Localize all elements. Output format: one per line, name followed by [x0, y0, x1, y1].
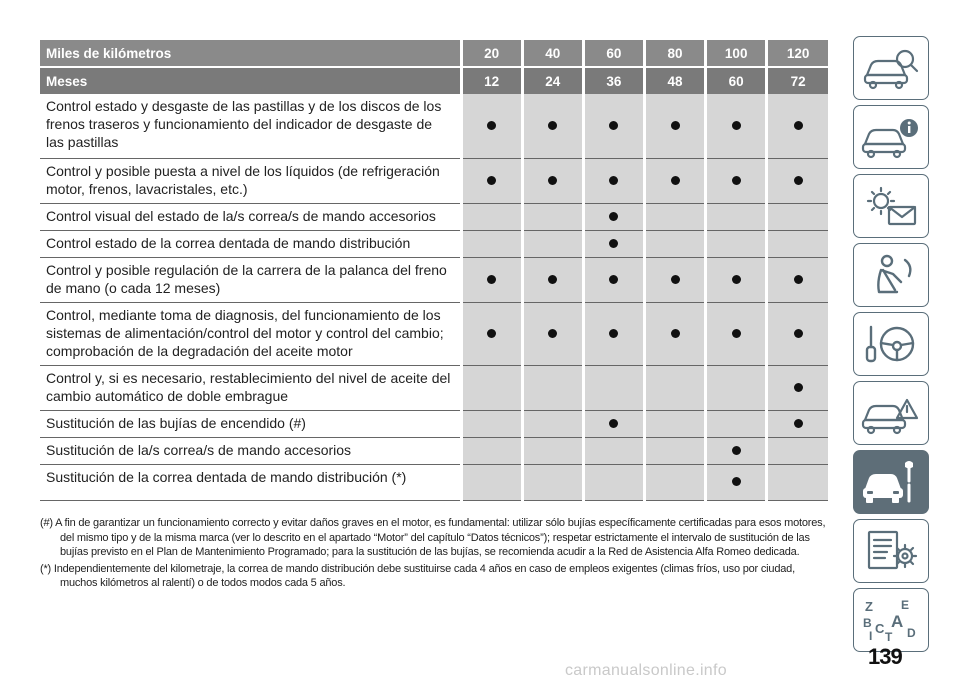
interval-cell-empty [706, 410, 767, 437]
scheduled-dot-icon [732, 121, 741, 130]
nav-tab-alphabetical-index[interactable] [853, 588, 929, 652]
table-row [40, 94, 828, 158]
interval-cell-scheduled [522, 302, 583, 365]
interval-cell-scheduled [522, 257, 583, 302]
scheduled-dot-icon [548, 275, 557, 284]
interval-cell-scheduled [583, 94, 644, 158]
scheduled-dot-icon [671, 329, 680, 338]
interval-cell-empty [767, 464, 828, 500]
interval-cell-empty [583, 365, 644, 410]
table-row [40, 230, 828, 257]
interval-cell-empty [583, 437, 644, 464]
header-km-label: Miles de kilómetros [40, 40, 461, 67]
interval-cell-scheduled [583, 158, 644, 203]
interval-cell-empty [644, 464, 705, 500]
header-km-value: 40 [522, 40, 583, 67]
table-row [40, 257, 828, 302]
table-row [40, 365, 828, 410]
interval-cell-empty [644, 230, 705, 257]
interval-cell-scheduled [583, 302, 644, 365]
table-body [40, 94, 828, 500]
interval-cell-scheduled [767, 410, 828, 437]
header-km-value: 120 [767, 40, 828, 67]
maintenance-task-text: Control y, si es necesario, restablecimiento del nivel de aceite del cambio automático de doble embrague [40, 365, 461, 410]
interval-cell-scheduled [461, 94, 522, 158]
maintenance-schedule-table [40, 40, 828, 501]
table-row [40, 302, 828, 365]
scheduled-dot-icon [794, 121, 803, 130]
car-search-icon [861, 45, 921, 91]
interval-cell-scheduled [522, 94, 583, 158]
scheduled-dot-icon [671, 176, 680, 185]
car-service-wrench-icon [861, 459, 921, 505]
alphabet-index-icon [861, 597, 921, 643]
nav-tab-car-info[interactable] [853, 105, 929, 169]
header-months-label: Meses [40, 67, 461, 94]
interval-cell-empty [522, 464, 583, 500]
interval-cell-empty [644, 365, 705, 410]
warning-lights-icon [861, 183, 921, 229]
scheduled-dot-icon [794, 419, 803, 428]
interval-cell-empty [644, 203, 705, 230]
interval-cell-empty [461, 230, 522, 257]
index-letter: D [907, 626, 916, 640]
interval-cell-scheduled [767, 302, 828, 365]
nav-tab-maintenance[interactable] [853, 450, 929, 514]
nav-tab-emergency[interactable] [853, 381, 929, 445]
interval-cell-empty [583, 464, 644, 500]
table-row [40, 410, 828, 437]
maintenance-task-text: Control visual del estado de la/s correa/s de mando accesorios [40, 203, 461, 230]
interval-cell-scheduled [461, 257, 522, 302]
interval-cell-scheduled [583, 410, 644, 437]
scheduled-dot-icon [487, 176, 496, 185]
technical-data-gear-icon [861, 528, 921, 574]
header-months-value: 72 [767, 67, 828, 94]
index-letter: C [875, 621, 885, 636]
interval-cell-empty [461, 437, 522, 464]
interval-cell-empty [522, 230, 583, 257]
table-row [40, 464, 828, 500]
table-row [40, 437, 828, 464]
interval-cell-scheduled [461, 158, 522, 203]
car-info-icon [861, 114, 921, 160]
footnote-spark-plugs: (#) A fin de garantizar un funcionamiento correcto y evitar daños graves en el motor, es fundamental: utilizar sólo bujías específicamente certificadas para esos motores, del mismo tipo y de la misma marca (ver lo descrito en el apartado “Motor” del capítulo “Datos técnicos”); respetar estrictamente el intervalo de sustitución de las bujías previsto en el Plan de Mantenimiento Programado; para la sustitución de las bujías, se recomienda acudir a la Red de Asistencia Alfa Romeo dedicada. [40, 517, 826, 558]
scheduled-dot-icon [487, 121, 496, 130]
header-km-value: 100 [706, 40, 767, 67]
scheduled-dot-icon [609, 275, 618, 284]
interval-cell-empty [461, 365, 522, 410]
interval-cell-scheduled [644, 257, 705, 302]
interval-cell-scheduled [644, 302, 705, 365]
interval-cell-empty [706, 365, 767, 410]
maintenance-task-text: Sustitución de la/s correa/s de mando accesorios [40, 437, 461, 464]
seatbelt-person-icon [861, 252, 921, 298]
nav-tab-starting-driving[interactable] [853, 312, 929, 376]
footnote-timing-belt: (*) Independientemente del kilometraje, la correa de mando distribución debe sustituirse cada 4 años en caso de empleos exigentes (climas fríos, uso por ciudad, muchos kilómetros al ralentí) o de todos modos cada 5 años. [40, 562, 795, 589]
interval-cell-empty [522, 437, 583, 464]
interval-cell-scheduled [706, 158, 767, 203]
table-row [40, 203, 828, 230]
interval-cell-scheduled [767, 94, 828, 158]
scheduled-dot-icon [671, 121, 680, 130]
scheduled-dot-icon [609, 239, 618, 248]
interval-cell-scheduled [767, 158, 828, 203]
interval-cell-empty [767, 230, 828, 257]
nav-tab-car-search[interactable] [853, 36, 929, 100]
interval-cell-scheduled [644, 158, 705, 203]
interval-cell-scheduled [522, 158, 583, 203]
car-emergency-icon [861, 390, 921, 436]
nav-tab-technical-data[interactable] [853, 519, 929, 583]
maintenance-task-text: Control, mediante toma de diagnosis, del funcionamiento de los sistemas de alimentación/control del motor y control del cambio; comprobación de la degradación del aceite motor [40, 302, 461, 365]
header-row-months [40, 67, 828, 94]
interval-cell-scheduled [583, 257, 644, 302]
footnotes [40, 516, 830, 593]
interval-cell-empty [644, 410, 705, 437]
chapter-navigation-sidebar [853, 36, 931, 657]
header-row-kilometers [40, 40, 828, 67]
scheduled-dot-icon [487, 275, 496, 284]
maintenance-task-text: Control y posible regulación de la carrera de la palanca del freno de mano (o cada 12 meses) [40, 257, 461, 302]
interval-cell-scheduled [706, 464, 767, 500]
scheduled-dot-icon [732, 275, 741, 284]
steering-wheel-key-icon [861, 321, 921, 367]
watermark-text: carmanualsonline.info [565, 662, 727, 679]
interval-cell-empty [767, 203, 828, 230]
interval-cell-empty [644, 437, 705, 464]
scheduled-dot-icon [732, 329, 741, 338]
interval-cell-empty [461, 203, 522, 230]
interval-cell-scheduled [706, 302, 767, 365]
scheduled-dot-icon [609, 121, 618, 130]
header-months-value: 60 [706, 67, 767, 94]
page-number: 139 [868, 644, 902, 669]
maintenance-task-text: Sustitución de la correa dentada de mando distribución (*) [40, 464, 461, 500]
header-km-value: 80 [644, 40, 705, 67]
scheduled-dot-icon [548, 121, 557, 130]
index-letter: Z [865, 599, 873, 614]
header-km-value: 20 [461, 40, 522, 67]
nav-tab-safety[interactable] [853, 243, 929, 307]
scheduled-dot-icon [794, 176, 803, 185]
scheduled-dot-icon [609, 329, 618, 338]
interval-cell-scheduled [583, 203, 644, 230]
interval-cell-scheduled [706, 94, 767, 158]
nav-tab-warning-lights[interactable] [853, 174, 929, 238]
maintenance-task-text: Control estado de la correa dentada de mando distribución [40, 230, 461, 257]
header-months-value: 24 [522, 67, 583, 94]
interval-cell-empty [522, 203, 583, 230]
header-months-value: 12 [461, 67, 522, 94]
maintenance-task-text: Sustitución de las bujías de encendido (#) [40, 410, 461, 437]
scheduled-dot-icon [794, 329, 803, 338]
interval-cell-empty [461, 410, 522, 437]
interval-cell-empty [767, 437, 828, 464]
scheduled-dot-icon [671, 275, 680, 284]
interval-cell-scheduled [644, 94, 705, 158]
interval-cell-empty [706, 203, 767, 230]
interval-cell-empty [522, 365, 583, 410]
index-letter: A [891, 612, 904, 631]
interval-cell-empty [461, 464, 522, 500]
scheduled-dot-icon [794, 275, 803, 284]
index-letter: B [863, 616, 872, 630]
maintenance-task-text: Control estado y desgaste de las pastillas y de los discos de los frenos traseros y funcionamiento del indicador de desgaste de las pastillas [40, 94, 461, 158]
interval-cell-scheduled [767, 257, 828, 302]
interval-cell-scheduled [706, 437, 767, 464]
scheduled-dot-icon [487, 329, 496, 338]
interval-cell-scheduled [583, 230, 644, 257]
header-km-value: 60 [583, 40, 644, 67]
interval-cell-empty [706, 230, 767, 257]
scheduled-dot-icon [732, 446, 741, 455]
index-letter: E [901, 598, 910, 612]
scheduled-dot-icon [794, 383, 803, 392]
index-letter: T [885, 630, 893, 643]
scheduled-dot-icon [732, 176, 741, 185]
interval-cell-empty [522, 410, 583, 437]
maintenance-task-text: Control y posible puesta a nivel de los líquidos (de refrigeración motor, frenos, lavacristales, etc.) [40, 158, 461, 203]
interval-cell-scheduled [706, 257, 767, 302]
header-months-value: 48 [644, 67, 705, 94]
header-months-value: 36 [583, 67, 644, 94]
scheduled-dot-icon [548, 176, 557, 185]
index-letter: I [869, 629, 873, 643]
scheduled-dot-icon [609, 419, 618, 428]
scheduled-dot-icon [548, 329, 557, 338]
interval-cell-scheduled [461, 302, 522, 365]
scheduled-dot-icon [732, 477, 741, 486]
scheduled-dot-icon [609, 176, 618, 185]
interval-cell-scheduled [767, 365, 828, 410]
table-row [40, 158, 828, 203]
scheduled-dot-icon [609, 212, 618, 221]
